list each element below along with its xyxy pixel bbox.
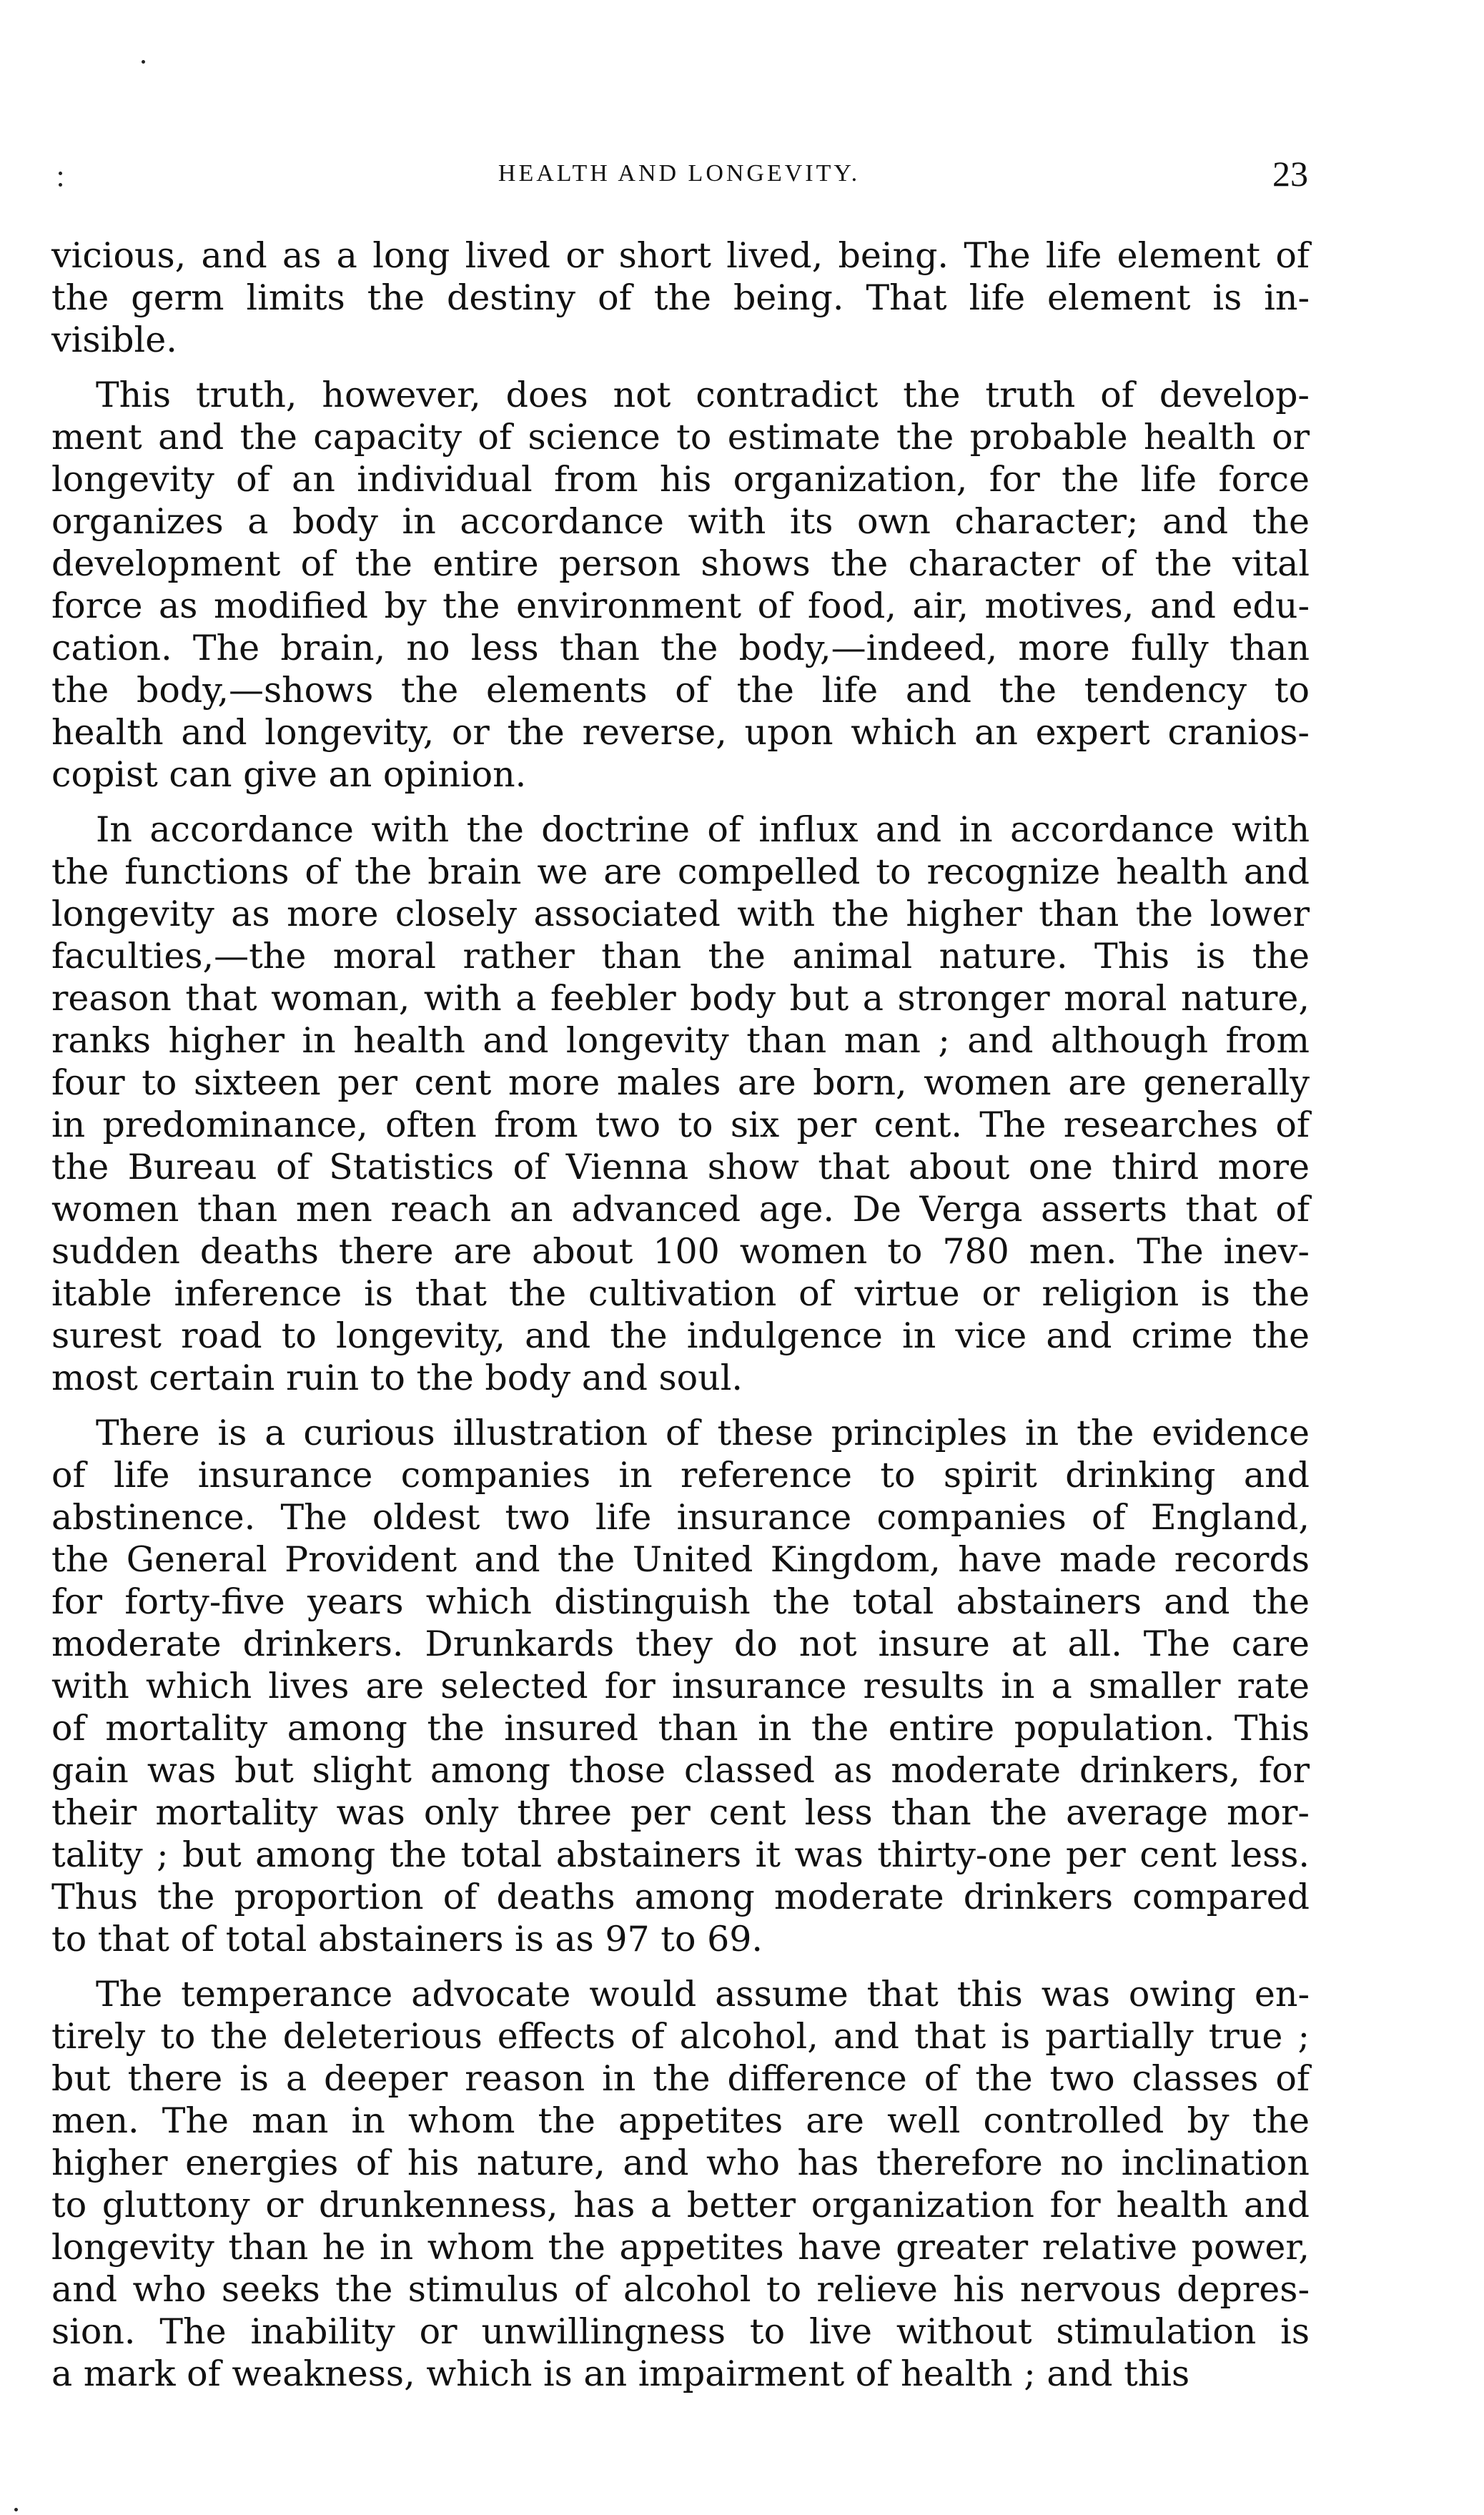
text-line: their mortality was only three per cent less than the average mor- xyxy=(51,1792,1310,1833)
text-line: most certain ruin to the body and soul. xyxy=(51,1358,743,1398)
text-line: of life insurance companies in reference to spirit drinking and xyxy=(51,1455,1310,1496)
text-line: the body,—shows the elements of the life and the tendency to xyxy=(51,670,1310,711)
ink-speck xyxy=(142,60,145,64)
text-line: women than men reach an advanced age. De Verga asserts that of xyxy=(51,1189,1310,1230)
paragraph xyxy=(51,1412,1310,1960)
text-line: visible. xyxy=(51,320,177,360)
text-line: four to sixteen per cent more males are born, women are generally xyxy=(51,1062,1310,1103)
text-line: This truth, however, does not contradict the truth of develop- xyxy=(96,375,1310,415)
text-line: force as modified by the environment of food, air, motives, and edu- xyxy=(51,585,1310,626)
text-line: gain was but slight among those classed as moderate drinkers, for xyxy=(51,1750,1310,1791)
text-line: a mark of weakness, which is an impairment of health ; and this xyxy=(51,2353,1190,2394)
text-line: reason that woman, with a feebler body but a stronger moral nature, xyxy=(51,978,1310,1019)
text-line: to that of total abstainers is as 97 to 69. xyxy=(51,1919,763,1960)
text-line: longevity than he in whom the appetites have greater relative power, xyxy=(51,2227,1310,2268)
text-line: the General Provident and the United Kingdom, have made records xyxy=(51,1539,1310,1580)
text-line: with which lives are selected for insurance results in a smaller rate xyxy=(51,1666,1310,1706)
body-text xyxy=(51,234,1310,2408)
page-number: 23 xyxy=(1272,154,1308,194)
text-line: the functions of the brain we are compelled to recognize health and xyxy=(51,851,1310,892)
text-line: copist can give an opinion. xyxy=(51,754,527,795)
text-line: the Bureau of Statistics of Vienna show that about one third more xyxy=(51,1147,1310,1187)
text-line: to gluttony or drunkenness, has a better organization for health and xyxy=(51,2185,1310,2225)
text-line: higher energies of his nature, and who has therefore no inclination xyxy=(51,2143,1310,2183)
paragraph xyxy=(51,809,1310,1399)
text-line: sudden deaths there are about 100 women to 780 men. The inev- xyxy=(51,1231,1310,1272)
text-line: tirely to the deleterious effects of alcohol, and that is partially true ; xyxy=(51,2016,1310,2057)
running-title: HEALTH AND LONGEVITY. xyxy=(498,160,861,187)
text-line: of mortality among the insured than in the entire population. This xyxy=(51,1708,1310,1749)
text-line: the germ limits the destiny of the being. That life element is in- xyxy=(51,277,1310,318)
text-line: ranks higher in health and longevity than man ; and although from xyxy=(51,1020,1310,1061)
text-line: moderate drinkers. Drunkards they do not insure at all. The care xyxy=(51,1624,1310,1664)
text-line: development of the entire person shows the character of the vital xyxy=(51,543,1310,584)
running-header xyxy=(50,149,1308,199)
text-line: and who seeks the stimulus of alcohol to relieve his nervous depres- xyxy=(51,2269,1310,2310)
text-line: health and longevity, or the reverse, upon which an expert cranios- xyxy=(51,712,1310,753)
text-line: There is a curious illustration of these principles in the evidence xyxy=(96,1413,1310,1453)
text-line: men. The man in whom the appetites are well controlled by the xyxy=(51,2100,1310,2141)
text-line: In accordance with the doctrine of influx and in accordance with xyxy=(96,809,1310,850)
text-line: surest road to longevity, and the indulgence in vice and crime the xyxy=(51,1315,1310,1356)
text-line: in predominance, often from two to six per cent. The researches of xyxy=(51,1105,1310,1145)
text-line: tality ; but among the total abstainers it was thirty-one per cent less. xyxy=(51,1834,1310,1875)
paragraph xyxy=(51,1973,1310,2395)
text-line: longevity of an individual from his organization, for the life force xyxy=(51,459,1310,500)
text-line: sion. The inability or unwillingness to live without stimulation is xyxy=(51,2311,1310,2352)
ink-speck xyxy=(14,2508,18,2511)
text-line: for forty-five years which distinguish the total abstainers and the xyxy=(51,1581,1310,1622)
text-line: ment and the capacity of science to estimate the probable health or xyxy=(51,417,1310,458)
text-line: vicious, and as a long lived or short lived, being. The life element of xyxy=(51,235,1310,276)
text-line: organizes a body in accordance with its own character; and the xyxy=(51,501,1310,542)
text-line: The temperance advocate would assume that this was owing en- xyxy=(96,1974,1310,2015)
text-line: longevity as more closely associated with the higher than the lower xyxy=(51,894,1310,934)
text-line: faculties,—the moral rather than the animal nature. This is the xyxy=(51,936,1310,977)
text-line: abstinence. The oldest two life insurance companies of England, xyxy=(51,1497,1310,1538)
paragraph xyxy=(51,374,1310,796)
text-line: but there is a deeper reason in the difference of the two classes of xyxy=(51,2058,1310,2099)
text-line: cation. The brain, no less than the body,—indeed, more fully than xyxy=(51,628,1310,668)
text-line: itable inference is that the cultivation of virtue or religion is the xyxy=(51,1273,1310,1314)
text-line: Thus the proportion of deaths among moderate drinkers compared xyxy=(51,1877,1310,1917)
paragraph xyxy=(51,234,1310,361)
